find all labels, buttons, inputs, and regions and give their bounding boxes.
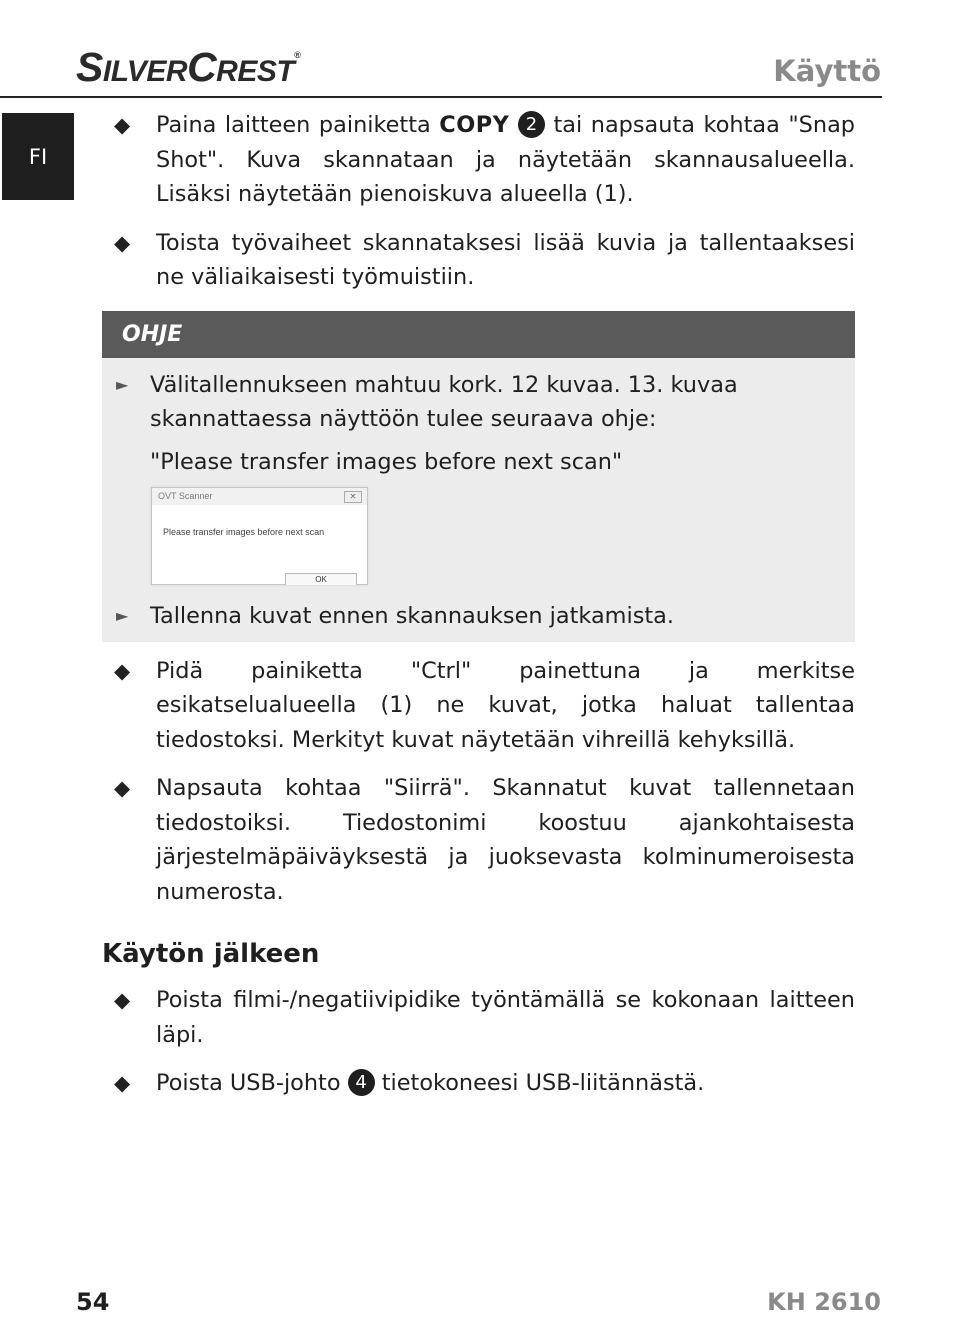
subheading: Käytön jälkeen bbox=[102, 939, 320, 969]
note-title: OHJE bbox=[122, 321, 183, 347]
note-quote: "Please transfer images before next scan" bbox=[150, 448, 623, 475]
dialog-title: OVT Scanner bbox=[152, 488, 367, 505]
diamond-bullet-icon: ◆ bbox=[114, 776, 131, 800]
page-content bbox=[102, 108, 855, 1115]
list-item: ◆ Pidä painiketta "Ctrl" painettuna ja merkitse esikatselualueella (1) ne kuvat, jotka haluat tallentaa tiedostoksi. Merkityt kuvat näytetään vihreillä kehyksillä. bbox=[102, 654, 855, 758]
copy-label: COPY bbox=[439, 112, 510, 138]
brand-logo: SILVERCREST® bbox=[76, 44, 301, 90]
list-item: ◆ Toista työvaiheet skannataksesi lisää kuvia ja tallentaaksesi ne väliaikaisesti työmuistiin. bbox=[102, 226, 855, 295]
diamond-bullet-icon: ◆ bbox=[114, 113, 131, 137]
number-badge: 4 bbox=[348, 1069, 375, 1096]
number-badge: 2 bbox=[518, 111, 545, 138]
language-tab: FI bbox=[2, 113, 74, 200]
dialog-screenshot bbox=[151, 487, 368, 585]
diamond-bullet-icon: ◆ bbox=[114, 230, 131, 255]
diamond-bullet-icon: ◆ bbox=[114, 988, 131, 1012]
list-item: ◆ Paina laitteen painiketta COPY 2 tai napsauta kohtaa "Snap Shot". Kuva skannataan ja näytetään skannausalueella. Lisäksi näytetään pienoiskuva alueella (1). bbox=[102, 108, 855, 212]
dialog-message: Please transfer images before next scan bbox=[163, 527, 325, 537]
section-title: Käyttö bbox=[773, 54, 881, 88]
diamond-bullet-icon: ◆ bbox=[114, 1071, 131, 1095]
ok-button: OK bbox=[285, 573, 357, 585]
page-number: 54 bbox=[76, 1288, 110, 1316]
model-number: KH 2610 bbox=[767, 1288, 881, 1316]
list-item: ◆ Poista USB-johto 4 tietokoneesi USB-liitännästä. bbox=[102, 1066, 855, 1101]
close-icon: ✕ bbox=[344, 491, 362, 503]
note-header bbox=[102, 311, 855, 358]
diamond-bullet-icon: ◆ bbox=[114, 658, 131, 683]
note-item: ► Välitallennukseen mahtuu kork. 12 kuvaa. 13. kuvaa skannattaessa näyttöön tulee seuraava ohje: bbox=[116, 368, 835, 437]
note-box bbox=[102, 311, 855, 642]
arrow-bullet-icon: ► bbox=[116, 374, 129, 394]
arrow-bullet-icon: ► bbox=[116, 606, 129, 625]
note-item: ► Tallenna kuvat ennen skannauksen jatkamista. bbox=[116, 599, 835, 634]
header-divider bbox=[0, 96, 882, 98]
list-item: ◆ Napsauta kohtaa "Siirrä". Skannatut kuvat tallennetaan tiedostoiksi. Tiedostonimi koostuu ajankohtaisesta järjestelmäpäiväyksestä ja juoksevasta kolminumeroisesta numerosta. bbox=[102, 771, 855, 909]
list-item: ◆ Poista filmi-/negatiivipidike työntämällä se kokonaan laitteen läpi. bbox=[102, 983, 855, 1052]
